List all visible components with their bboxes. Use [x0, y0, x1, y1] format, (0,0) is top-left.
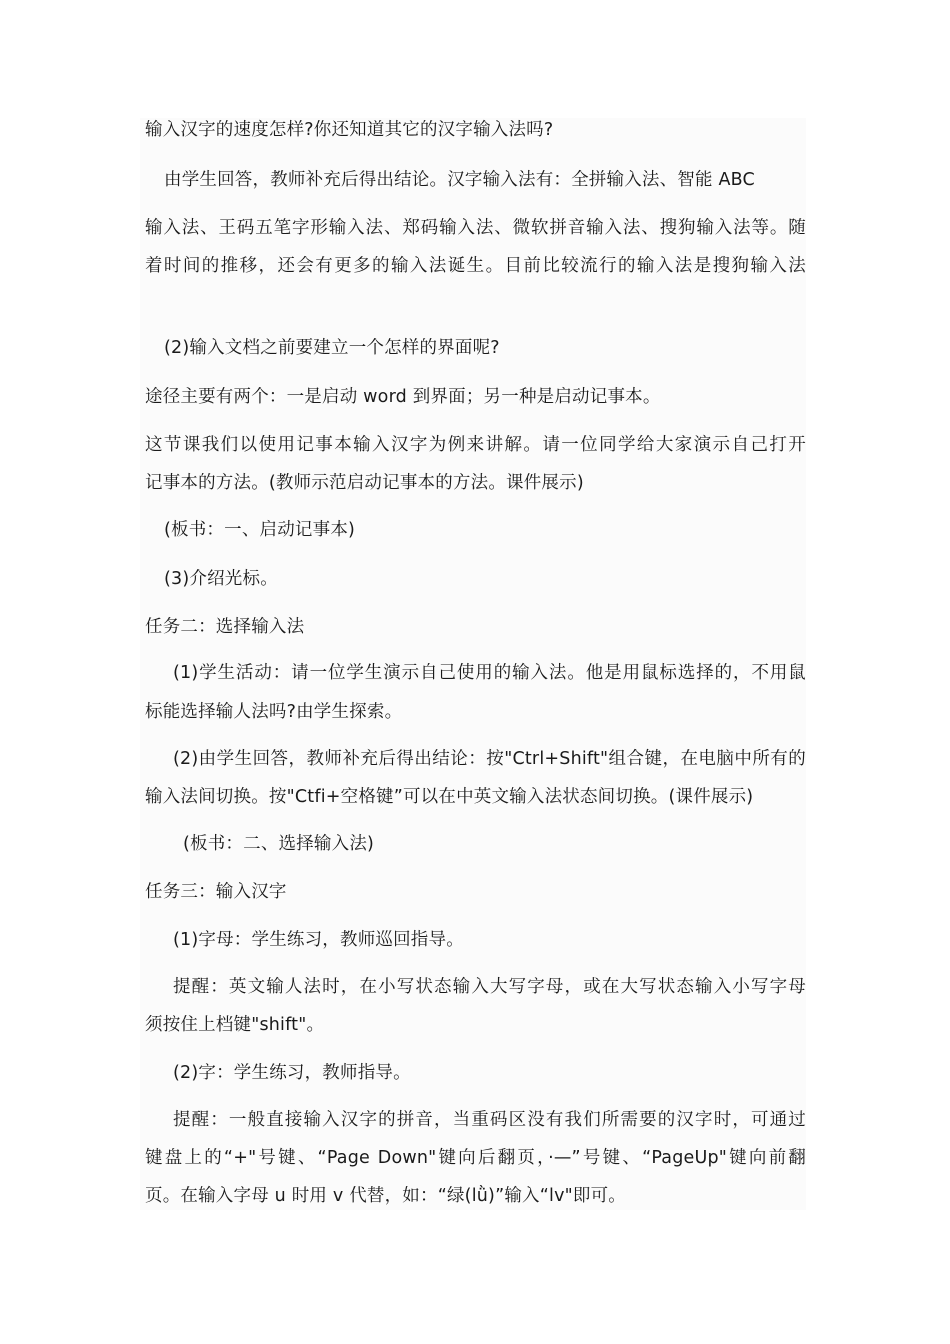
text-line: 输入法、王码五笔字形输入法、郑码输入法、微软拼音输入法、搜狗输入法等。随: [145, 218, 806, 238]
text-line: 由学生回答，教师补充后得出结论。汉字输入法有：全拼输入法、智能 ABC: [164, 170, 755, 190]
text-line: 输入汉字的速度怎样?你还知道其它的汉字输入法吗?: [145, 120, 554, 140]
text-line: 标能选择输人法吗?由学生探索。: [145, 702, 403, 722]
text-line: 这节课我们以使用记事本输入汉字为例来讲解。请一位同学给大家演示自己打开: [145, 435, 806, 455]
text-line: 键盘上的“+"号键、“Page Down"键向后翻页，·—”号键、“PageUp"键向前翻: [145, 1148, 806, 1168]
text-line: 途径主要有两个：一是启动 word 到界面；另一种是启动记事本。: [145, 387, 661, 407]
text-line: 着时间的推移，还会有更多的输入法诞生。目前比较流行的输入法是搜狗输入法: [145, 256, 806, 276]
text-line: (1)学生活动：请一位学生演示自己使用的输入法。他是用鼠标选择的，不用鼠: [173, 663, 806, 683]
text-line: (2)由学生回答，教师补充后得出结论：按"Ctrl+Shift"组合键，在电脑中所有的: [173, 749, 806, 769]
text-line: 提醒：一般直接输入汉字的拼音，当重码区没有我们所需要的汉字时，可通过: [173, 1110, 806, 1130]
text-line: 须按住上档键"shift"。: [145, 1015, 325, 1035]
section-heading: 任务二：选择输入法: [145, 617, 305, 637]
text-line: 提醒：英文输人法时，在小写状态输入大写字母，或在大写状态输入小写字母: [173, 977, 806, 997]
text-line: (2)字：学生练习，教师指导。: [173, 1063, 411, 1083]
text-line: 记事本的方法。(教师示范启动记事本的方法。课件展示): [145, 473, 584, 493]
section-heading: 任务三：输入汉字: [145, 882, 287, 902]
text-line: (板书：二、选择输入法): [183, 834, 375, 854]
text-line: 页。在输入字母 u 时用 v 代替，如：“绿(lǜ)”输入“lv"即可。: [145, 1186, 626, 1206]
text-line: (3)介绍光标。: [164, 569, 278, 589]
text-line: (1)字母：学生练习，教师巡回指导。: [173, 930, 464, 950]
text-line: (2)输入文档之前要建立一个怎样的界面呢?: [164, 338, 500, 358]
text-line: (板书：一、启动记事本): [164, 520, 356, 540]
text-line: 输入法间切换。按"Ctfi+空格键”可以在中英文输入法状态间切换。(课件展示): [145, 787, 754, 807]
